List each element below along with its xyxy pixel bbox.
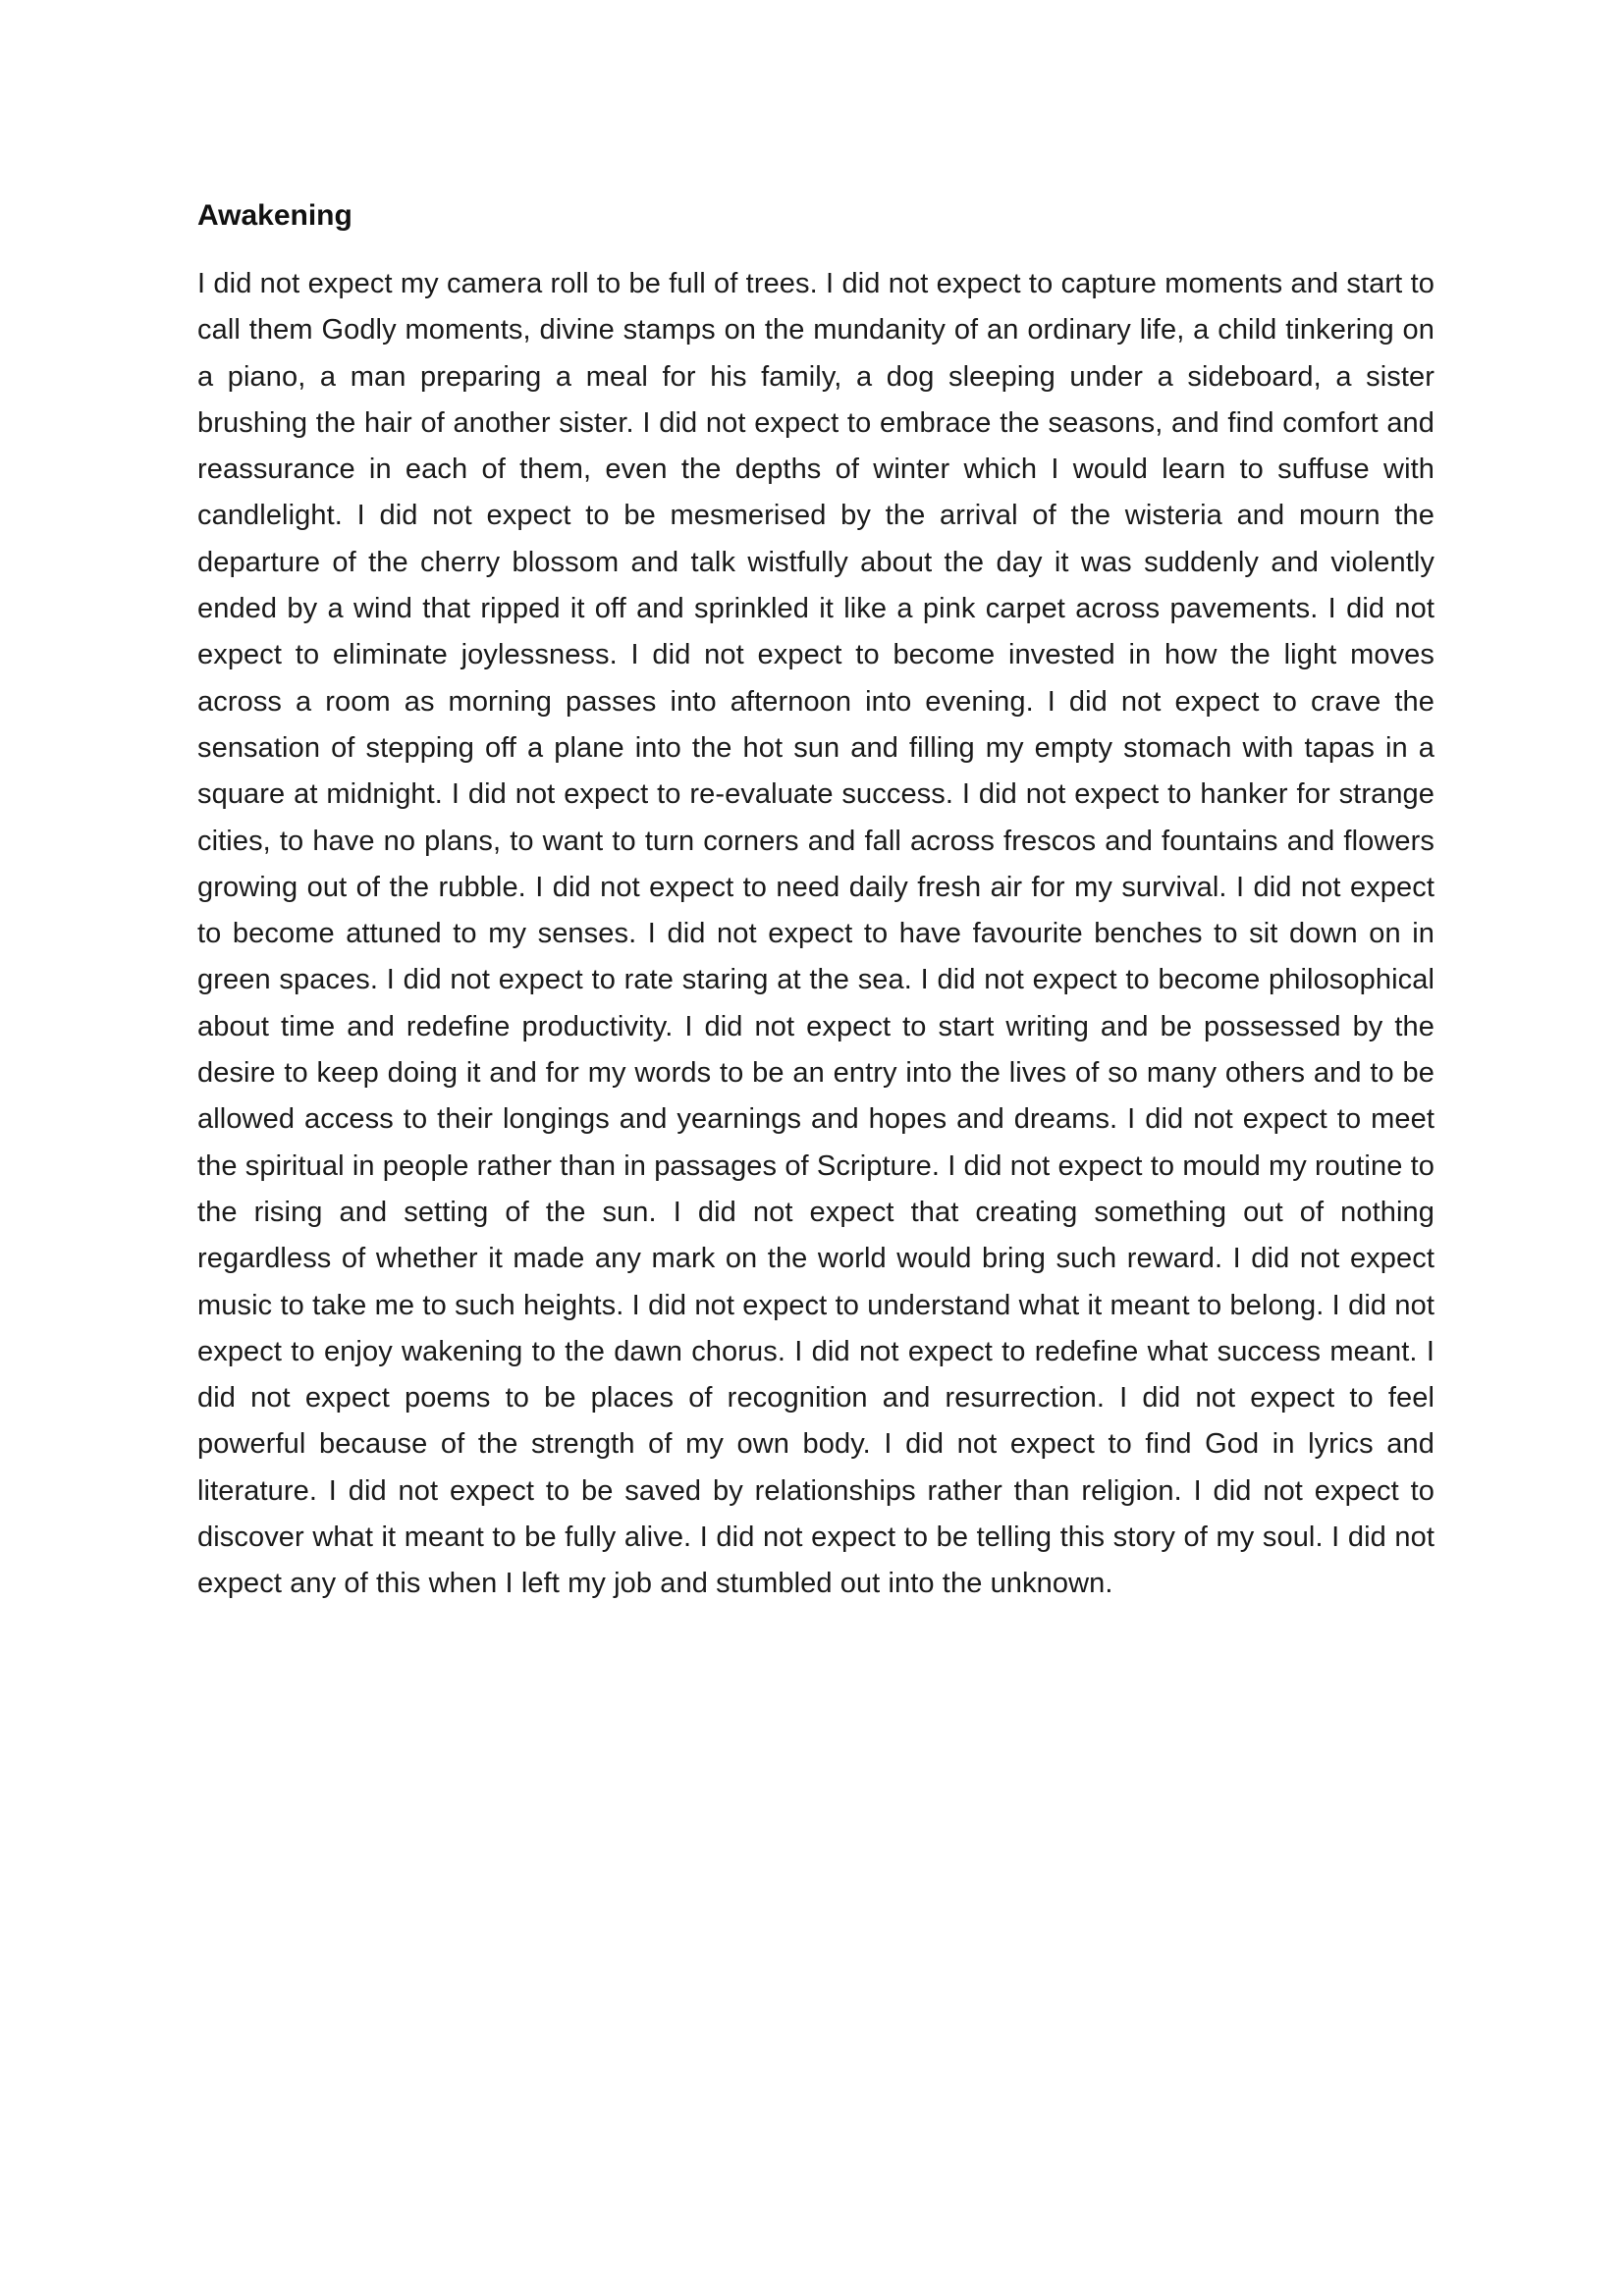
document-body-paragraph: I did not expect my camera roll to be full of trees. I did not expect to capture moments and start to call them Godly moments, divine stamps on the mundanity of an ordinary life, a child tinkering on a piano, a man preparing a meal for his family, a dog sleeping under a sideboard, a sister brushing the hair of another sister. I did not expect to embrace the seasons, and find comfort and reassurance in each of them, even the depths of winter which I would learn to suffuse with candlelight. I did not expect to be mesmerised by the arrival of the wisteria and mourn the departure of the cherry blossom and talk wistfully about the day it was suddenly and violently ended by a wind that ripped it off and sprinkled it like a pink carpet across pavements. I did not expect to eliminate joylessness. I did not expect to become invested in how the light moves across a room as morning passes into afternoon into evening. I did not expect to crave the sensation of stepping off a plane into the hot sun and filling my empty stomach with tapas in a square at midnight. I did not expect to re-evaluate success. I did not expect to hanker for strange cities, to have no plans, to want to turn corners and fall across frescos and fountains and flowers growing out of the rubble. I did not expect to need daily fresh air for my survival. I did not expect to become attuned to my senses. I did not expect to have favourite benches to sit down on in green spaces. I did not expect to rate staring at the sea. I did not expect to become philosophical about time and redefine productivity. I did not expect to start writing and be possessed by the desire to keep doing it and for my words to be an entry into the lives of so many others and to be allowed access to their longings and yearnings and hopes and dreams. I did not expect to meet the spiritual in people rather than in passages of Scripture. I did not expect to mould my routine to the rising and setting of the sun. I did not expect that creating something out of nothing regardless of whether it made any mark on the world would bring such reward. I did not expect music to take me to such heights. I did not expect to understand what it meant to belong. I did not expect to enjoy wakening to the dawn chorus. I did not expect to redefine what success meant. I did not expect poems to be places of recognition and resurrection. I did not expect to feel powerful because of the strength of my own body. I did not expect to find God in lyrics and literature. I did not expect to be saved by relationships rather than religion. I did not expect to discover what it meant to be fully alive. I did not expect to be telling this story of my soul. I did not expect any of this when I left my job and stumbled out into the unknown. [197, 268, 1435, 1600]
document-title: Awakening [197, 199, 352, 232]
document-content [197, 196, 1435, 1608]
